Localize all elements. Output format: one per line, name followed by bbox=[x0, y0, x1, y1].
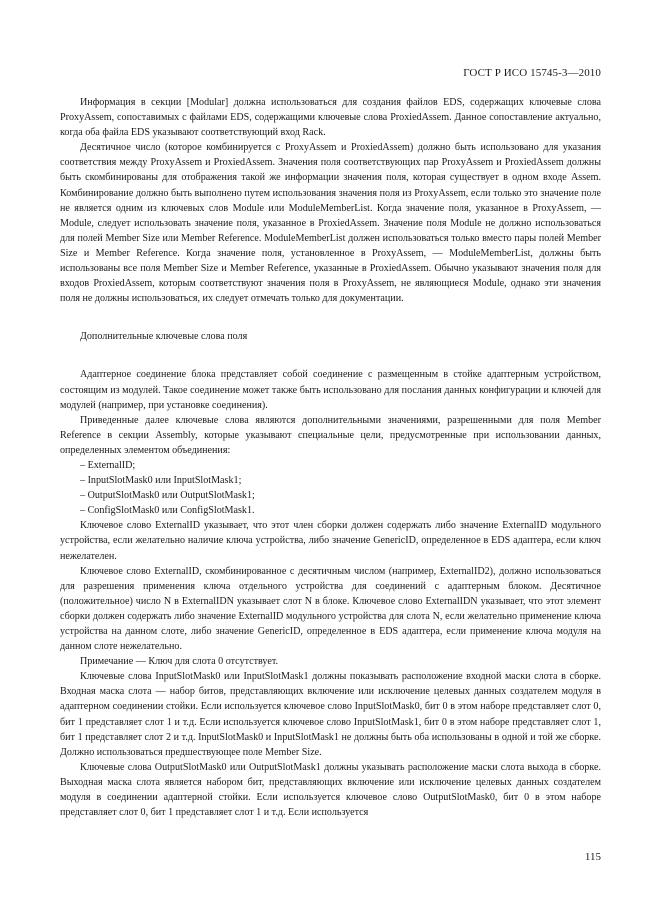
page-body bbox=[60, 95, 601, 820]
paragraph: Ключевое слово ExternalID, скомбинированное с десятичным числом (например, ExternalID2), должно использоваться для разрешения применения ключа отдельного устройства для соединений с адаптерным блоком. Десятичное (положительное) число N в ExternalIDN указывает слот N в блоке. Ключевое слово ExternalIDN указывает, что этот элемент сборки должен содержать либо значение ExternalID модульного устройства для слота N, если желательно применение ключа устройства на данном слоте, либо значение GenericID, определенное в EDS адаптера, если применение ключа модуля на данном слоте нежелательно. bbox=[60, 565, 601, 653]
list-item: – InputSlotMask0 или InputSlotMask1; bbox=[80, 475, 242, 487]
list-item: – ConfigSlotMask0 или ConfigSlotMask1. bbox=[80, 505, 255, 517]
page-number: 115 bbox=[584, 851, 601, 863]
paragraph: Информация в секции [Modular] должна использоваться для создания файлов EDS, содержащих ключевые слова ProxyAssem, сопоставимых с файлами EDS, содержащими ключевые слова ProxiedAssem. Данное сопоставление актуально, когда оба файла EDS указывают соответствующий вход Rack. bbox=[60, 97, 601, 139]
paragraph: Приведенные далее ключевые слова являются дополнительными значениями, разрешенными для поля Member Reference в секции Assembly, которые указывают специальные цели, предусмотренные при использовании данных, определенных элементом объединения: bbox=[60, 414, 601, 456]
paragraph: Адаптерное соединение блока представляет собой соединение с размещенным в стойке адаптерным устройством, состоящим из модулей. Такое соединение может также быть использовано для послания данных конфигурации и ключей для модулей (например, при установке соединения). bbox=[60, 369, 601, 411]
paragraph: Ключевые слова InputSlotMask0 или InputSlotMask1 должны показывать расположение входной маски слота в сборке. Входная маска слота — набор битов, представляющих включение или исключение целевых данных создателем модуля в адаптерном соединении стойки. Если используется ключевое слово InputSlotMask0, бит 0 в этом наборе представляет слот 0, бит 1 представляет слот 1 и т.д. Если используется ключевое слово InputSlotMask1, бит 0 в этом наборе представляет слот 1, бит 1 представляет слот 2 и т.д. InputSlotMask0 и InputSlotMask1 не должны быть оба использованы в одной и той же сборке. Должно использоваться предшествующее поле Member Size. bbox=[60, 671, 601, 758]
document-header: ГОСТ Р ИСО 15745-3—2010 bbox=[463, 67, 601, 79]
paragraph: Десятичное число (которое комбинируется с ProxyAssem и ProxiedAssem) должно быть использовано для указания соответствия между ProxyAssem и ProxiedAssem. Значения поля соответствующих пар ProxyAssem и ProxiedAssem должны быть скомбинированы для отображения такой же информации значения поля, которая существует в одном входе Assem. Комбинирование должно быть выполнено путем использования значения поля из ProxyAssem, если только это значение поле не является одним из ключевых слов Module или ModuleMemberList. Когда значение поля, указанное в ProxyAssem, — Module, следует использовать значение поля, указанное в ProxiedAssem. Значение поля Module не должно использоваться для полей Member Size или Member Reference. ModuleMemberList должен использоваться только вместо пары полей Member Size и Member Reference. Когда значение поля, установленное в ProxyAssem, — ModuleMemberList, должны быть использованы все поля Member Size и Member Reference, указанные в ProxiedAssem. Обычно указывают значения поля для входов ProxiedAssem, которым соответствуют значения поля в ProxyAssem, не являющиеся Module, однако эти значения поля не должны использоваться, их следует отмечать только для документации. bbox=[60, 142, 601, 305]
note: Примечание — Ключ для слота 0 отсутствует. bbox=[80, 656, 278, 668]
paragraph: Ключевые слова OutputSlotMask0 или OutputSlotMask1 должны указывать расположение маски слота выхода в сборке. Выходная маска слота является набором бит, представляющих включение или исключение целевых данных создателем модуля в соединении адаптерной стойки. Если используется ключевое слово OutputSlotMask0, бит 0 в этом наборе представляет слот 0, бит 1 представляет слот 1 и т.д. Если используется bbox=[60, 761, 601, 819]
list-item: – ExternalID; bbox=[80, 459, 136, 471]
paragraph: Ключевое слово ExternalID указывает, что этот член сборки должен содержать либо значение ExternalID модульного устройства, если желательно наличие ключа устройства, либо значение GenericID, определенное в EDS адаптера, если ключ нежелателен. bbox=[60, 520, 601, 562]
list-item: – OutputSlotMask0 или OutputSlotMask1; bbox=[80, 490, 255, 502]
section-heading: Дополнительные ключевые слова поля bbox=[80, 331, 248, 343]
